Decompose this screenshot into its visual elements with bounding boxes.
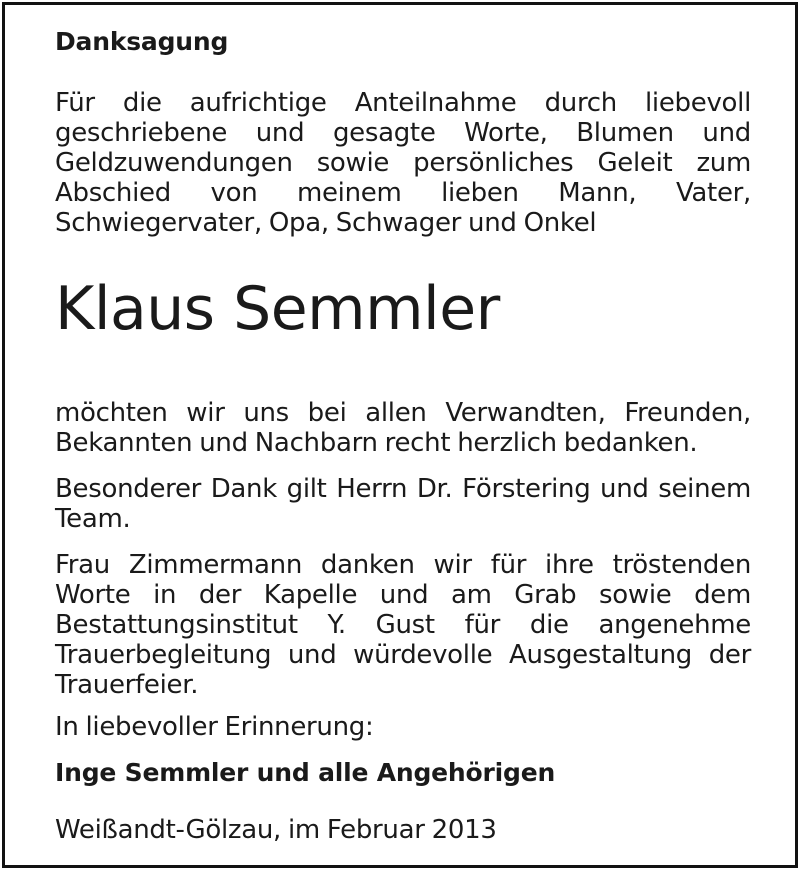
thanks-general-text: möchten wir uns bei allen Verwandten, Freunden, Bekannten und Nachbarn recht herzlich bedanken. [55,398,751,458]
thanks-doctor-paragraph [55,474,751,534]
notice-frame [2,2,798,868]
thanks-ceremony-paragraph [55,550,751,700]
intro-paragraph [55,88,751,238]
closing-line: In liebevoller Erinnerung: [55,712,374,742]
intro-text: Für die aufrichtige Anteilnahme durch liebevoll geschriebene und gesagte Worte, Blumen und Geldzuwendungen sowie persönliches Geleit zum Abschied von meinem lieben Mann, Vater, Schwiegervater, Opa, Schwager und Onkel [55,88,751,238]
notice-heading: Danksagung [55,27,229,56]
signature: Inge Semmler und alle Angehörigen [55,758,556,787]
thanks-general-paragraph [55,398,751,458]
place-date: Weißandt-Gölzau, im Februar 2013 [55,815,497,845]
thanks-doctor-text: Besonderer Dank gilt Herrn Dr. Förstering und seinem Team. [55,474,751,534]
thanks-ceremony-text: Frau Zimmermann danken wir für ihre tröstenden Worte in der Kapelle und am Grab sowie dem Bestattungsinstitut Y. Gust für die angenehme Trauerbegleitung und würdevolle Ausgestaltung der Trauerfeier. [55,550,751,700]
deceased-name: Klaus Semmler [55,274,500,344]
